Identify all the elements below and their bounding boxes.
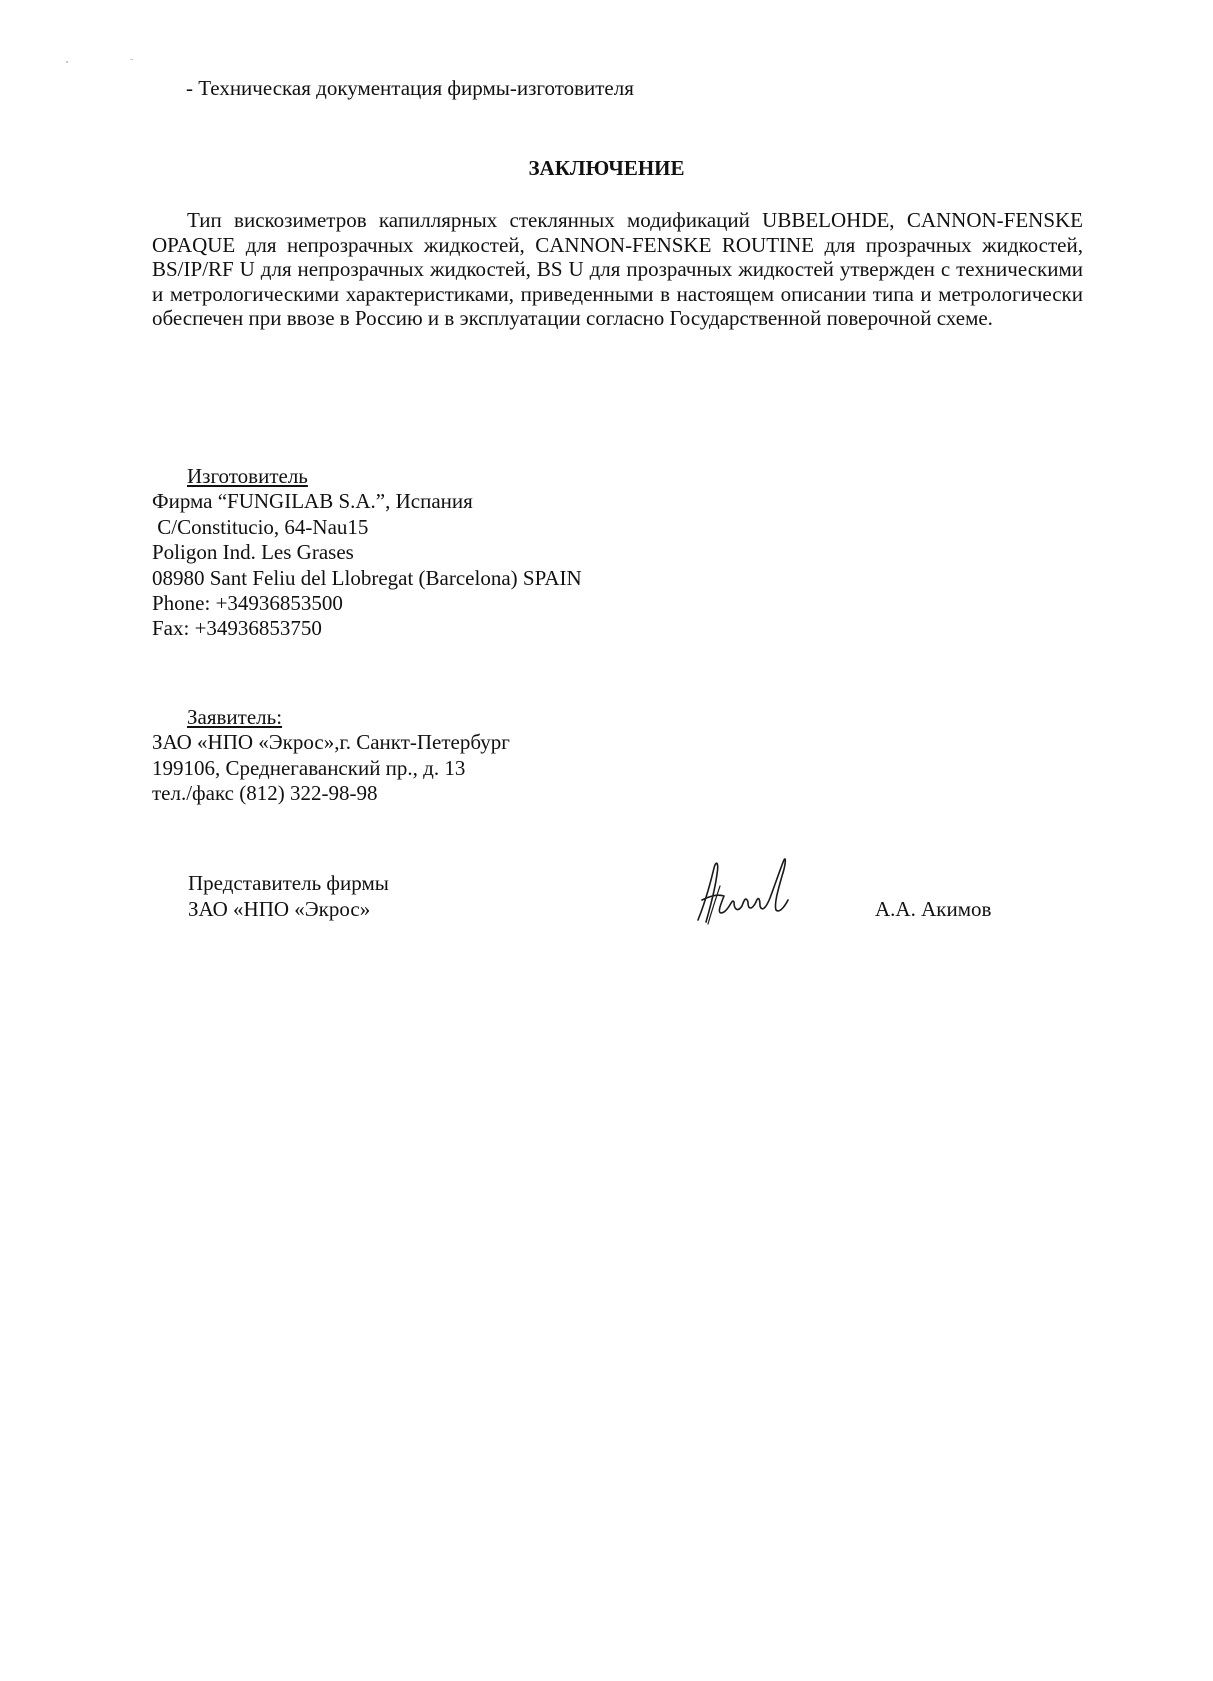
applicant-label: Заявитель: xyxy=(187,705,283,729)
manufacturer-line: C/Constitucio, 64-Nau15 xyxy=(152,514,369,539)
manufacturer-line: Фирма “FUNGILAB S.A.”, Испания xyxy=(152,489,473,514)
representative-role: Представитель фирмы xyxy=(188,871,389,895)
manufacturer-block xyxy=(152,464,582,642)
manufacturer-line: Poligon Ind. Les Grases xyxy=(152,540,354,565)
scan-speck xyxy=(130,59,133,60)
applicant-line: ЗАО «НПО «Экрос»,г. Санкт-Петербург xyxy=(152,730,510,755)
applicant-line: 199106, Среднегаванский пр., д. 13 xyxy=(152,755,466,780)
scan-speck xyxy=(66,61,68,63)
conclusion-paragraph: Тип вискозиметров капиллярных стеклянных модификаций UBBELOHDE, CANNON-FENSKE OPAQUE для непрозрачных жидкостей, CANNON-FENSKE ROUTINE для прозрачных жидкостей, BS/IP/RF U для непрозрачных жидкостей, BS U для прозрачных жидкостей утвержден с техническими и метрологическими характеристиками, приведенными в настоящем описании типа и метрологически обеспечен при ввозе в Россию и в эксплуатации согласно Государственной поверочной схеме. xyxy=(152,208,1083,331)
manufacturer-fax: Fax: +34936853750 xyxy=(152,616,322,641)
handwritten-signature-icon xyxy=(690,850,820,930)
manufacturer-line: 08980 Sant Feliu del Llobregat (Barcelona) SPAIN xyxy=(152,565,582,590)
conclusion-heading: ЗАКЛЮЧЕНИЕ xyxy=(528,156,685,180)
representative-block xyxy=(188,870,389,922)
representative-company: ЗАО «НПО «Экрос» xyxy=(188,897,371,921)
signer-name: А.А. Акимов xyxy=(875,897,992,921)
applicant-phone: тел./факс (812) 322-98-98 xyxy=(152,781,378,806)
applicant-block xyxy=(152,705,510,807)
manufacturer-phone: Phone: +34936853500 xyxy=(152,591,343,616)
manufacturer-label: Изготовитель xyxy=(187,464,308,488)
documentation-list-item: - Техническая документация фирмы-изготовителя xyxy=(186,76,634,100)
